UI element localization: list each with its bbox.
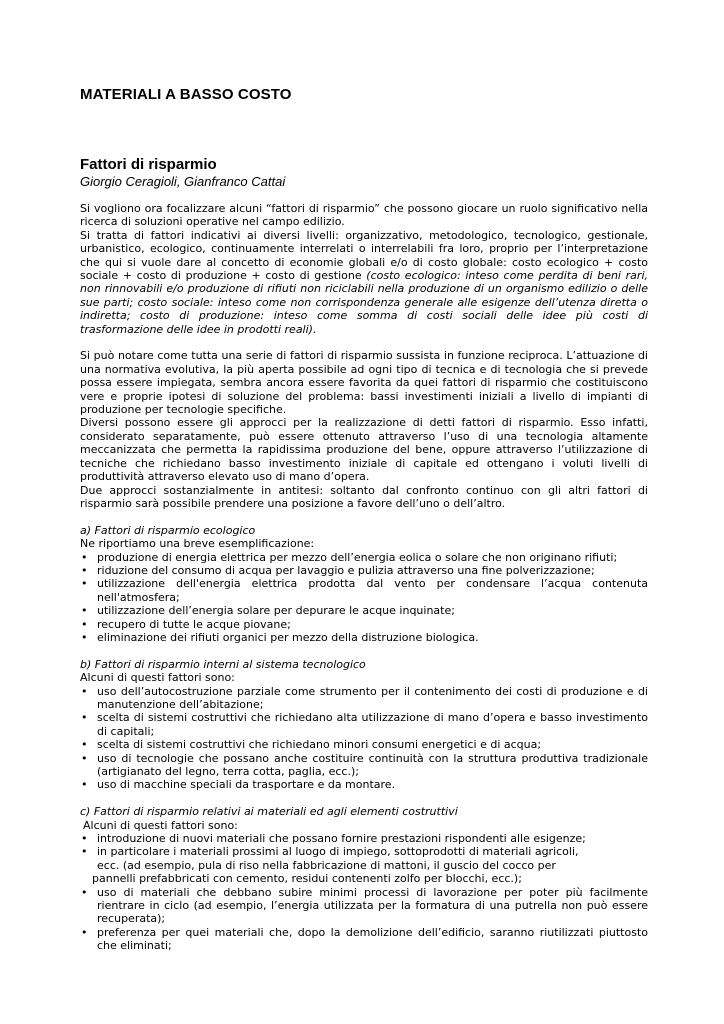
article-authors: Giorgio Ceragioli, Gianfranco Cattai <box>80 174 286 189</box>
list-item: • uso di tecnologie che possano anche costituire continuità con la struttura produttiva tradizionale (artigianato del legno, terra cotta, paglia, ecc.); <box>80 752 648 779</box>
section-a-title: a) Fattori di risparmio ecologico <box>80 523 256 537</box>
section-c-intro: Alcuni di questi fattori sono: <box>83 818 238 832</box>
list-item-continuation: ecc. (ad esempio, pula di riso nella fabbricazione di mattoni, il guscio del cocco per <box>97 858 556 872</box>
list-item: • utilizzazione dell’energia solare per depurare le acque inquinate; <box>80 604 648 617</box>
section-a-intro: Ne riportiamo una breve esemplificazione: <box>80 537 315 551</box>
list-item: • recupero di tutte le acque piovane; <box>80 618 648 631</box>
list-item: • produzione di energia elettrica per mezzo dell’energia eolica o solare che non originano rifiuti; <box>80 551 648 564</box>
list-item: • eliminazione dei rifiuti organici per mezzo della distruzione biologica. <box>80 631 648 644</box>
list-item: • introduzione di nuovi materiali che possano fornire prestazioni rispondenti alle esigenze; <box>80 832 648 845</box>
section-c-list <box>80 832 648 953</box>
paragraph-intro: Si vogliono ora focalizzare alcuni “fattori di risparmio” che possono giocare un ruolo significativo nella ricerca di soluzioni operative nel campo edilizio. <box>80 202 648 229</box>
paragraph-reciprocal: Si può notare come tutta una serie di fattori di risparmio sussista in funzione reciproca. L’attuazione di una normativa evolutiva, la più aperta possibile ad ogni tipo di tecnica e di tecnologia che si prevede possa essere impiegata, sembra ancora essere favorita da quei fattori di risparmio che costituiscono vere e proprie ipotesi di soluzione del problema: bassi investimenti iniziali a livello di impianti di produzione per tecnologie specifiche. <box>80 349 648 417</box>
article-title: Fattori di risparmio <box>80 156 217 173</box>
page-title: MATERIALI A BASSO COSTO <box>80 86 292 103</box>
list-item: • utilizzazione dell'energia elettrica prodotta dal vento per condensare l’acqua contenuta nell'atmosfera; <box>80 577 648 604</box>
paragraph-global-cost-definitions: (costo ecologico: inteso come perdita di beni rari, non rinnovabili e/o produzione di rifiuti non riciclabili nella produzione di un organismo edilizio o delle sue parti; costo sociale: inteso come non corrispondenza generale alle esigenze dell’utenza diretta o indiretta; costo di produzione: inteso come somma di costi sociali delle idee più costi di trasformazione delle idee in prodotti reali). <box>80 269 648 336</box>
paragraph-global-cost-text: Si tratta di fattori indicativi ai diversi livelli: organizzativo, metodologico, tecnologico, gestionale, urbanistico, ecologico, continuamente interrelati o interrelabili fra loro, proprio per l’interpretazione che qui si vuole dare al concetto di economie globali e/o di costo globale: costo ecologico + costo sociale + costo di produzione + costo di gestione <box>80 228 648 283</box>
list-item: • preferenza per quei materiali che, dopo la demolizione dell’edificio, saranno riutilizzati piuttosto che eliminati; <box>80 926 648 953</box>
section-b-list <box>80 685 648 792</box>
list-item: • scelta di sistemi costruttivi che richiedano minori consumi energetici e di acqua; <box>80 738 648 751</box>
list-item: • riduzione del consumo di acqua per lavaggio e pulizia attraverso una fine polverizzazione; <box>80 564 648 577</box>
list-item-continuation: pannelli prefabbricati con cemento, residui contenenti zolfo per blocchi, ecc.); <box>92 872 522 886</box>
paragraph-approaches: Diversi possono essere gli approcci per la realizzazione di detti fattori di risparmio. Esso infatti, considerato separatamente, può essere ottenuto attraverso l’uso di una tecnologia altamente meccanizzata che permetta la rapidissima produzione del bene, oppure attraverso l’utilizzazione di tecniche che richiedano basso investimento iniziale di capitale ed ottengano i voluti livelli di produttività attraverso elevato uso di mano d’opera. <box>80 416 648 484</box>
list-item: • uso dell’autocostruzione parziale come strumento per il contenimento dei costi di produzione e di manutenzione dell’abitazione; <box>80 685 648 712</box>
section-a-list <box>80 551 648 645</box>
list-item: • uso di materiali che debbano subire minimi processi di lavorazione per poter più facilmente rientrare in ciclo (ad esempio, l’energia utilizzata per la formatura di una putrella non può essere recuperata); <box>80 886 648 926</box>
section-b-intro: Alcuni di questi fattori sono: <box>80 671 235 685</box>
section-c-title: c) Fattori di risparmio relativi ai materiali ed agli elementi costruttivi <box>80 805 458 819</box>
list-item: • uso di macchine speciali da trasportare e da montare. <box>80 778 648 791</box>
list-item: • scelta di sistemi costruttivi che richiedano alta utilizzazione di mano d’opera e basso investimento di capitali; <box>80 711 648 738</box>
article-body <box>80 202 648 953</box>
paragraph-antithesis: Due approcci sostanzialmente in antitesi: soltanto dal confronto continuo con gli altri fattori di risparmio sarà possibile prendere una posizione a favore dell’uno o dell’altro. <box>80 483 648 510</box>
list-item: • in particolare i materiali prossimi al luogo di impiego, sottoprodotti di materiali agricoli, <box>80 845 648 858</box>
paragraph-global-cost <box>80 229 648 336</box>
section-b-title: b) Fattori di risparmio interni al sistema tecnologico <box>80 657 366 671</box>
